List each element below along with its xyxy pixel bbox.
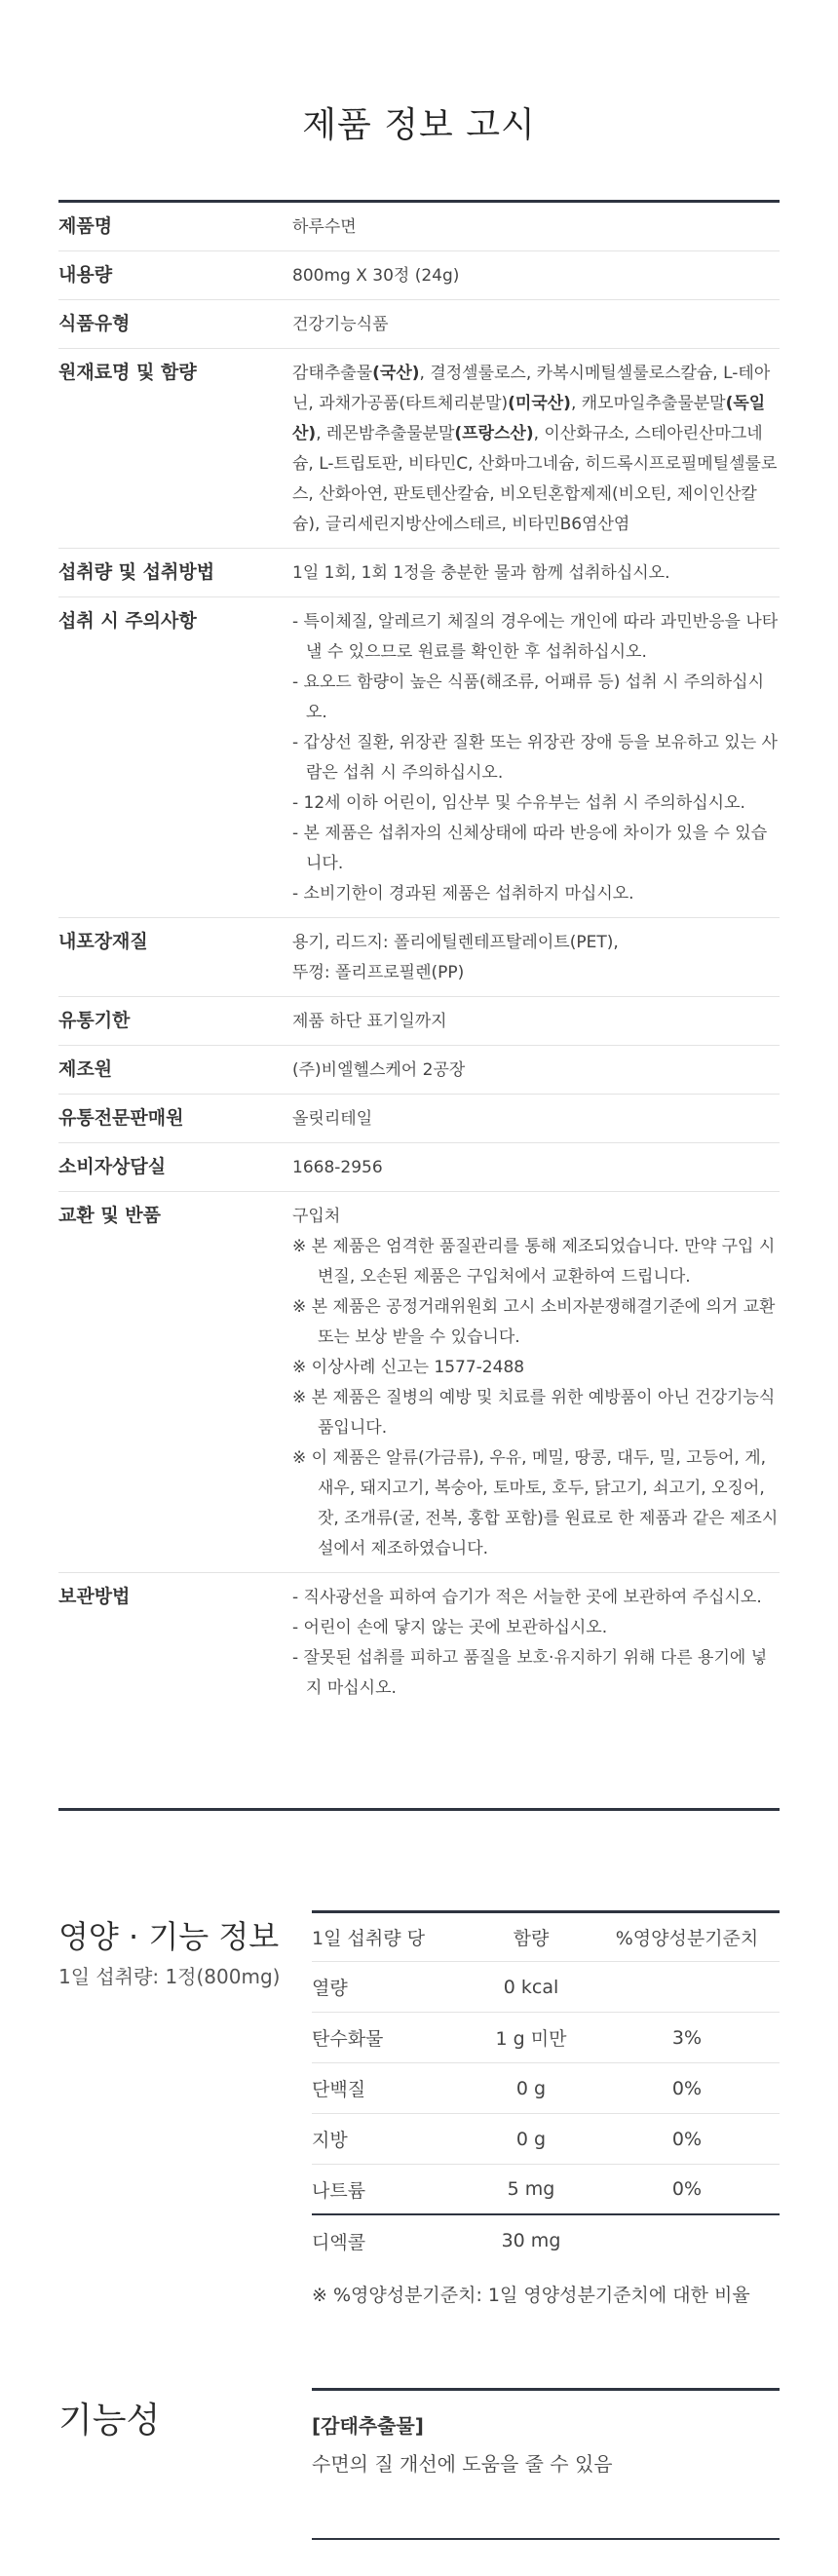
row-intake xyxy=(58,549,780,597)
exchange-item: ※ 본 제품은 공정거래위원회 고시 소비자분쟁해결기준에 의거 교환 또는 보상 받을 수 있습니다. xyxy=(292,1297,776,1347)
row-label: 내포장재질 xyxy=(58,931,148,952)
nutrition-row xyxy=(312,2165,780,2215)
ingredient-text: , 캐모마일추출물분말 xyxy=(570,394,726,413)
row-expiry xyxy=(58,997,780,1046)
row-label: 교환 및 반품 xyxy=(58,1205,161,1226)
row-label: 제조원 xyxy=(58,1058,113,1080)
ingredient-text: , 레몬밤추출물분말 xyxy=(316,424,455,443)
nutrient-amount: 1 g 미만 xyxy=(495,2028,567,2050)
column-header: %영양성분기준치 xyxy=(615,1928,759,1949)
ingredient-origin: (미국산) xyxy=(508,394,571,413)
nutrient-name: 지방 xyxy=(312,2130,348,2151)
storage-item: - 잘못된 섭취를 피하고 품질을 보호·유지하기 위해 다른 용기에 넣지 마십시오. xyxy=(292,1648,768,1698)
functionality-heading: 기능성 xyxy=(58,2401,161,2441)
row-value: 1일 1회, 1회 1정을 충분한 물과 함께 섭취하십시오. xyxy=(292,563,670,583)
row-value: (주)비엘헬스케어 2공장 xyxy=(292,1060,466,1080)
row-value: 800mg X 30정 (24g) xyxy=(292,266,460,286)
nutrient-name: 탄수화물 xyxy=(312,2028,384,2050)
row-value xyxy=(292,1202,780,1564)
row-ingredients xyxy=(58,349,780,549)
ingredient-text: , 이산화규소, 스테아린산마그네슘, L-트립토판, 비타민C, 산화마그네슘, 히드록시프로필메틸셀룰로스, 산화아연, 판토텐산칼슘, 비오틴혼합제제(비오틴, 제이인산칼슘), 글리세린지방산에스테르, 비타민B6염산염 xyxy=(292,424,778,534)
caution-item: - 12세 이하 어린이, 임산부 및 수유부는 섭취 시 주의하십시오. xyxy=(292,793,745,813)
section-divider xyxy=(58,1808,780,1811)
nutrient-percent: 0% xyxy=(671,2178,703,2200)
packaging-line: 용기, 리드지: 폴리에틸렌테프탈레이트(PET), xyxy=(292,933,619,952)
nutrition-header-row xyxy=(312,1913,780,1962)
caution-item: - 요오드 함량이 높은 식품(해조류, 어패류 등) 섭취 시 주의하십시오. xyxy=(292,673,764,722)
nutrient-name: 단백질 xyxy=(312,2079,366,2100)
nutrition-row xyxy=(312,2215,780,2266)
caution-item: - 본 제품은 섭취자의 신체상태에 따라 반응에 차이가 있을 수 있습니다. xyxy=(292,824,768,873)
row-packaging xyxy=(58,918,780,997)
nutrient-amount: 0 g xyxy=(515,2077,547,2099)
nutrition-row xyxy=(312,2114,780,2165)
row-label: 유통기한 xyxy=(58,1010,131,1031)
row-value xyxy=(292,1583,780,1704)
functionality-box xyxy=(312,2388,780,2540)
exchange-item: ※ 본 제품은 엄격한 품질관리를 통해 제조되었습니다. 만약 구입 시 변질, 오손된 제품은 구입처에서 교환하여 드립니다. xyxy=(292,1237,776,1287)
row-manufacturer xyxy=(58,1046,780,1095)
functionality-description: 수면의 질 개선에 도움을 줄 수 있음 xyxy=(312,2452,613,2476)
row-label: 식품유형 xyxy=(58,313,131,334)
packaging-line: 뚜껑: 폴리프로필렌(PP) xyxy=(292,963,465,982)
ingredient-text: 감태추출물 xyxy=(292,364,373,383)
nutrition-serving: 1일 섭취량: 1정(800mg) xyxy=(58,1965,281,1988)
exchange-item: ※ 이 제품은 알류(가금류), 우유, 메밀, 땅콩, 대두, 밀, 고등어, 게, 새우, 돼지고기, 복숭아, 토마토, 호두, 닭고기, 쇠고기, 오징어, 잣, 조개류(굴, 전복, 홍합 포함)를 원료로 한 제품과 같은 제조시설에서 제조하였습니다. xyxy=(292,1448,779,1558)
nutrient-amount: 0 kcal xyxy=(503,1976,559,1998)
nutrient-amount: 0 g xyxy=(515,2128,547,2150)
row-value xyxy=(292,928,780,988)
exchange-first: 구입처 xyxy=(292,1207,341,1226)
row-label: 원재료명 및 함량 xyxy=(58,362,197,383)
storage-item: - 직사광선을 피하여 습기가 적은 서늘한 곳에 보관하여 주십시오. xyxy=(292,1588,762,1607)
row-food-type xyxy=(58,300,780,349)
row-value: 올릿리테일 xyxy=(292,1109,373,1129)
caution-item: - 갑상선 질환, 위장관 질환 또는 위장관 장애 등을 보유하고 있는 사람은 섭취 시 주의하십시오. xyxy=(292,733,778,783)
nutrition-table xyxy=(312,1910,780,2266)
row-consumer-center xyxy=(58,1143,780,1192)
row-storage xyxy=(58,1573,780,1711)
page-title: 제품 정보 고시 xyxy=(302,105,536,145)
nutrient-percent: 0% xyxy=(671,2077,703,2099)
ingredient-origin: (프랑스산) xyxy=(454,424,534,443)
nutrient-percent: 3% xyxy=(671,2026,703,2049)
functionality-ingredient: [감태추출물] xyxy=(312,2414,424,2438)
ingredient-origin: (국산) xyxy=(372,364,420,383)
nutrition-note: ※ %영양성분기준치: 1일 영양성분기준치에 대한 비율 xyxy=(312,2285,750,2306)
exchange-item: ※ 이상사례 신고는 1577-2488 xyxy=(292,1358,525,1377)
product-info-table xyxy=(58,200,780,1711)
row-caution xyxy=(58,597,780,918)
row-product-name xyxy=(58,203,780,251)
row-distributor xyxy=(58,1095,780,1143)
row-label: 섭취량 및 섭취방법 xyxy=(58,561,215,583)
row-value: 건강기능식품 xyxy=(292,315,389,334)
row-value xyxy=(292,607,780,909)
column-header: 1일 섭취량 당 xyxy=(312,1928,425,1949)
row-value: 제품 하단 표기일까지 xyxy=(292,1012,447,1031)
row-value: 1668-2956 xyxy=(292,1158,383,1177)
storage-item: - 어린이 손에 닿지 않는 곳에 보관하십시오. xyxy=(292,1618,608,1637)
row-exchange xyxy=(58,1192,780,1573)
nutrient-name: 디엑콜 xyxy=(312,2231,366,2253)
caution-item: - 소비기한이 경과된 제품은 섭취하지 마십시오. xyxy=(292,884,634,904)
row-label: 소비자상담실 xyxy=(58,1156,167,1177)
ingredient-text: (타트체리분말) xyxy=(399,394,509,413)
nutrition-row xyxy=(312,1962,780,2013)
ingredient-text: , 결정셀룰로스, 카복시메틸셀룰로스칼슘, L-테아닌, 과채가공품 xyxy=(292,364,771,413)
row-value: 하루수면 xyxy=(292,217,357,237)
nutrition-row xyxy=(312,2063,780,2114)
nutrition-heading: 영양 · 기능 정보 xyxy=(58,1918,280,1955)
row-label: 제품명 xyxy=(58,215,113,237)
column-header: 함량 xyxy=(513,1928,550,1949)
nutrient-amount: 30 mg xyxy=(501,2230,561,2251)
exchange-item: ※ 본 제품은 질병의 예방 및 치료를 위한 예방품이 아닌 건강기능식품입니다. xyxy=(292,1388,776,1438)
row-value xyxy=(292,359,780,540)
row-label: 보관방법 xyxy=(58,1586,131,1607)
caution-item: - 특이체질, 알레르기 체질의 경우에는 개인에 따라 과민반응을 나타낼 수 있으므로 원료를 확인한 후 섭취하십시오. xyxy=(292,612,779,662)
nutrition-row xyxy=(312,2013,780,2063)
row-label: 유통전문판매원 xyxy=(58,1107,184,1129)
nutrient-amount: 5 mg xyxy=(507,2178,555,2200)
nutrient-percent: 0% xyxy=(671,2128,703,2150)
row-label: 내용량 xyxy=(58,264,113,286)
row-label: 섭취 시 주의사항 xyxy=(58,610,197,632)
ingredient-origin: (독일산) xyxy=(292,394,766,443)
nutrient-name: 나트륨 xyxy=(312,2179,366,2202)
row-volume xyxy=(58,251,780,300)
nutrient-name: 열량 xyxy=(312,1978,348,1999)
